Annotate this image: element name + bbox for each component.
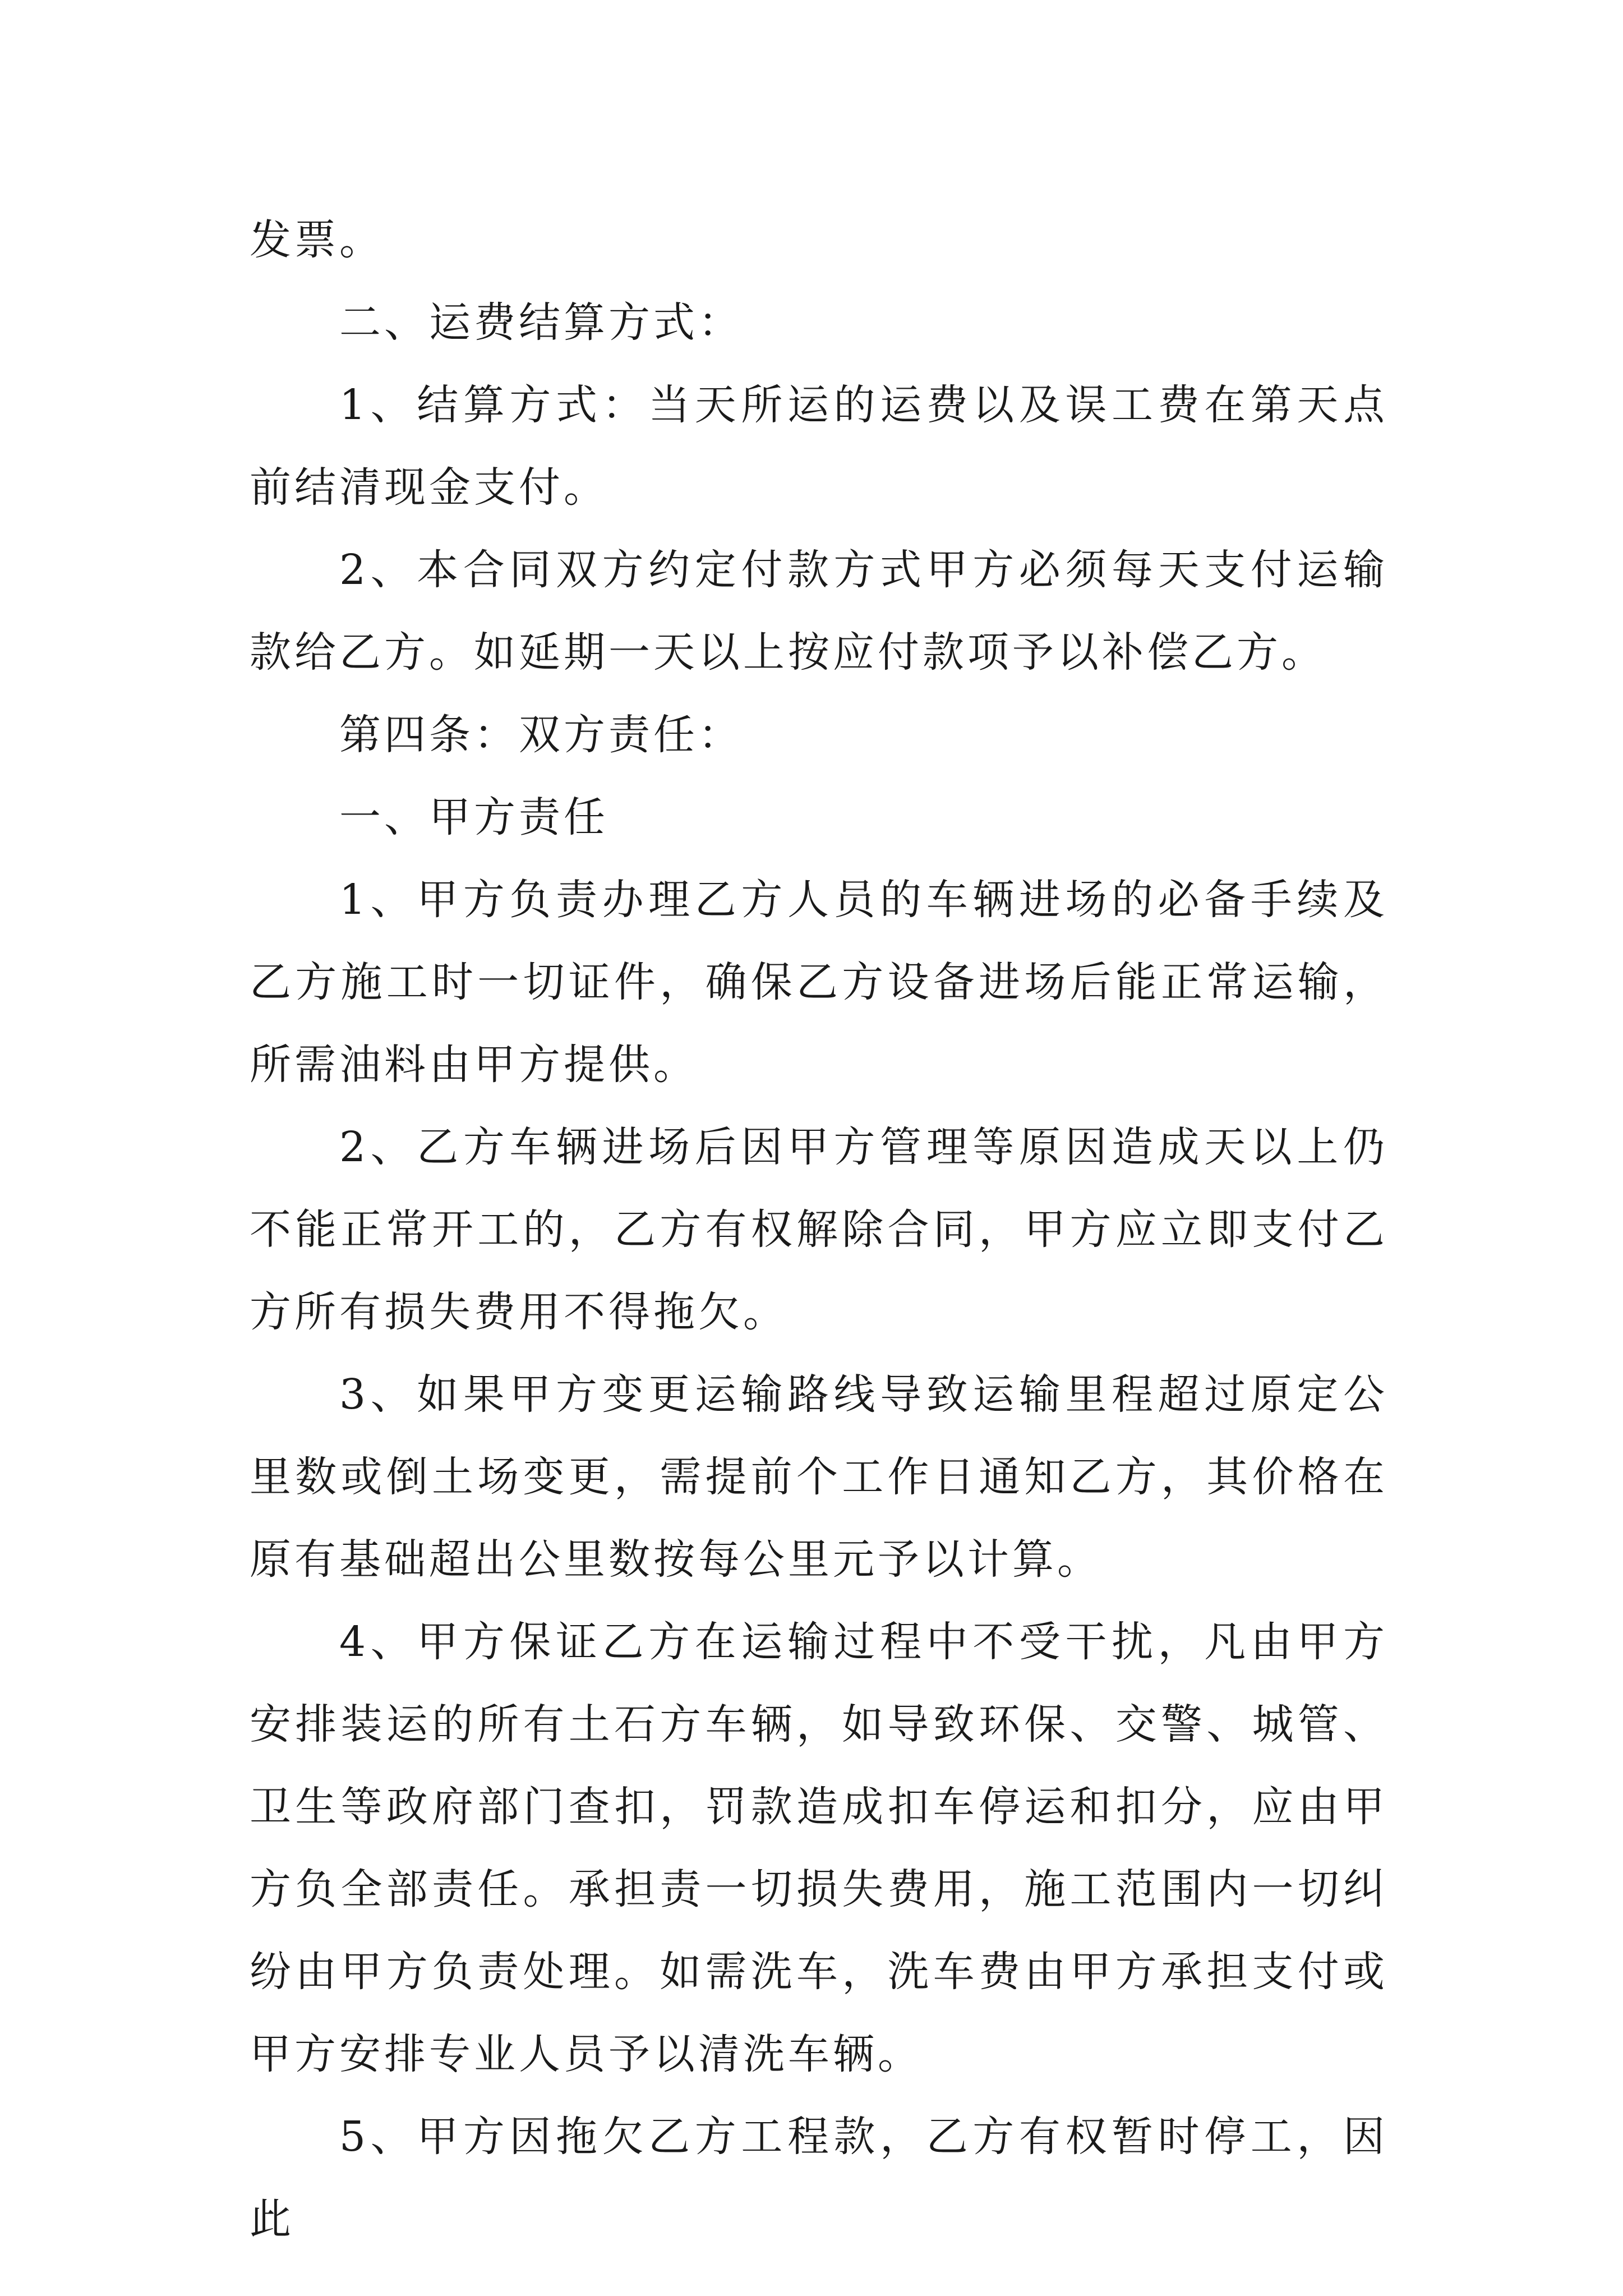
- section-heading-party-a: 一、甲方责任: [339, 793, 608, 841]
- clause-party-a-2: 2、乙方车辆进场后因甲方管理等原因造成天以上仍不能正常开工的，乙方有权解除合同，甲方应立即支付乙方所有损失费用不得拖欠。: [250, 1123, 1388, 1336]
- clause-settlement-method: 1、结算方式：当天所运的运费以及误工费在第天点前结清现金支付。: [250, 381, 1388, 512]
- section-heading-freight-settlement: 二、运费结算方式：: [339, 298, 743, 347]
- article-heading-responsibilities: 第四条：双方责任：: [339, 711, 743, 759]
- contract-body: [250, 199, 1388, 2261]
- paragraph-continuation: 发票。: [250, 216, 384, 264]
- clause-party-a-3: 3、如果甲方变更运输路线导致运输里程超过原定公里数或倒土场变更，需提前个工作日通知乙方，其价格在原有基础超出公里数按每公里元予以计算。: [250, 1370, 1388, 1584]
- clause-party-a-1: 1、甲方负责办理乙方人员的车辆进场的必备手续及乙方施工时一切证件，确保乙方设备进场后能正常运输，所需油料由甲方提供。: [250, 876, 1388, 1089]
- clause-party-a-5: 5、甲方因拖欠乙方工程款，乙方有权暂时停工，因此: [250, 2113, 1388, 2243]
- clause-payment-agreement: 2、本合同双方约定付款方式甲方必须每天支付运输款给乙方。如延期一天以上按应付款项予以补偿乙方。: [250, 546, 1388, 677]
- clause-party-a-4: 4、甲方保证乙方在运输过程中不受干扰，凡由甲方安排装运的所有土石方车辆，如导致环保、交警、城管、卫生等政府部门查扣，罚款造成扣车停运和扣分，应由甲方负全部责任。承担责一切损失费用，施工范围内一切纠纷由甲方负责处理。如需洗车，洗车费由甲方承担支付或甲方安排专业人员予以清洗车辆。: [250, 1618, 1388, 2078]
